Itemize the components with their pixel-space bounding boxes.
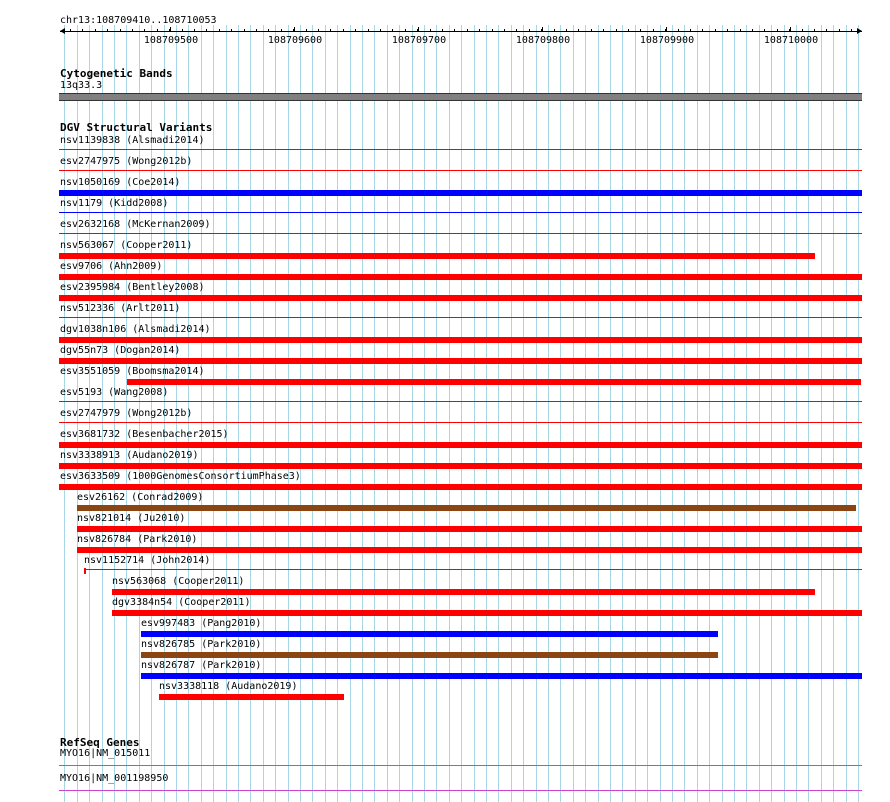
ruler-minor-tick — [789, 29, 790, 32]
ruler-minor-tick — [851, 29, 852, 32]
grid-line — [498, 25, 499, 802]
ruler-left-arrow — [60, 28, 65, 34]
refseq-track-title: RefSeq Genes — [60, 736, 140, 749]
refseq-gene-line[interactable] — [59, 765, 862, 766]
dgv-variant-label[interactable]: esv3551059 (Boomsma2014) — [60, 366, 205, 377]
dgv-variant-label[interactable]: esv9706 (Ahn2009) — [60, 261, 163, 272]
ruler-minor-tick — [541, 29, 542, 32]
ruler-minor-tick — [554, 29, 555, 32]
ruler-minor-tick — [293, 29, 294, 32]
dgv-variant-bar[interactable] — [127, 379, 861, 385]
grid-line — [846, 25, 847, 802]
dgv-variant-label[interactable]: esv2632168 (McKernan2009) — [60, 219, 211, 230]
ruler-tick — [666, 27, 667, 32]
ruler-minor-tick — [516, 29, 517, 32]
ruler-minor-tick — [405, 29, 406, 32]
ruler-minor-tick — [628, 29, 629, 32]
ruler-minor-tick — [702, 29, 703, 32]
dgv-variant-bar[interactable] — [141, 652, 718, 658]
grid-line — [300, 25, 301, 802]
ruler-minor-tick — [417, 29, 418, 32]
ruler-minor-tick — [169, 29, 170, 32]
ruler-minor-tick — [802, 29, 803, 32]
grid-line — [821, 25, 822, 802]
ruler-minor-tick — [479, 29, 480, 32]
dgv-variant-label[interactable]: nsv1050169 (Coe2014) — [60, 177, 181, 188]
dgv-variant-bar[interactable] — [112, 589, 815, 595]
ruler-location: chr13:108709410..108710053 — [60, 15, 217, 26]
dgv-variant-line[interactable] — [59, 401, 862, 402]
ruler-minor-tick — [157, 29, 158, 32]
grid-line — [672, 25, 673, 802]
ruler-minor-tick — [206, 29, 207, 32]
ruler-minor-tick — [640, 29, 641, 32]
ruler-minor-tick — [219, 29, 220, 32]
grid-line — [511, 25, 512, 802]
ruler-minor-tick — [107, 29, 108, 32]
grid-line — [622, 25, 623, 802]
dgv-variant-label[interactable]: nsv826785 (Park2010) — [141, 639, 262, 650]
ruler-minor-tick — [665, 29, 666, 32]
dgv-variant-label[interactable]: nsv563067 (Cooper2011) — [60, 240, 193, 251]
dgv-variant-label[interactable]: dgv1038n106 (Alsmadi2014) — [60, 324, 211, 335]
grid-line — [436, 25, 437, 802]
ruler-minor-tick — [95, 29, 96, 32]
grid-line — [808, 25, 809, 802]
ruler-minor-tick — [566, 29, 567, 32]
grid-line — [709, 25, 710, 802]
dgv-variant-label[interactable]: nsv563068 (Cooper2011) — [112, 576, 245, 587]
dgv-variant-bar[interactable] — [59, 274, 862, 280]
ruler-minor-tick — [256, 29, 257, 32]
dgv-variant-bar[interactable] — [159, 694, 344, 700]
dgv-variant-label[interactable]: esv2395984 (Bentley2008) — [60, 282, 205, 293]
ruler-tick-label: 108710000 — [763, 35, 819, 46]
cytoband-bar[interactable] — [59, 93, 862, 101]
dgv-variant-bar[interactable] — [141, 631, 718, 637]
ruler-minor-tick — [318, 29, 319, 32]
dgv-variant-label[interactable]: esv997483 (Pang2010) — [141, 618, 262, 629]
ruler-minor-tick — [144, 29, 145, 32]
dgv-variant-label[interactable]: dgv55n73 (Dogan2014) — [60, 345, 181, 356]
dgv-variant-label[interactable]: nsv1139838 (Alsmadi2014) — [60, 135, 205, 146]
refseq-gene-line[interactable] — [59, 790, 862, 791]
grid-line — [684, 25, 685, 802]
grid-line — [412, 25, 413, 802]
ruler-tick — [170, 27, 171, 32]
grid-line — [424, 25, 425, 802]
ruler-minor-tick — [764, 29, 765, 32]
ruler-minor-tick — [814, 29, 815, 32]
ruler-minor-tick — [355, 29, 356, 32]
ruler-minor-tick — [132, 29, 133, 32]
grid-line — [697, 25, 698, 802]
ruler-minor-tick — [578, 29, 579, 32]
grid-line — [598, 25, 599, 802]
ruler-minor-tick — [231, 29, 232, 32]
grid-line — [350, 25, 351, 802]
dgv-variant-line[interactable] — [59, 212, 862, 213]
ruler-tick — [418, 27, 419, 32]
ruler-minor-tick — [182, 29, 183, 32]
dgv-variant-label[interactable]: nsv826784 (Park2010) — [77, 534, 198, 545]
dgv-variant-line[interactable] — [59, 233, 862, 234]
dgv-variant-line[interactable] — [59, 317, 862, 318]
dgv-variant-label[interactable]: esv3681732 (Besenbacher2015) — [60, 429, 229, 440]
ruler-minor-tick — [430, 29, 431, 32]
ruler-minor-tick — [529, 29, 530, 32]
grid-line — [399, 25, 400, 802]
dgv-variant-label[interactable]: esv3633509 (1000GenomesConsortiumPhase3) — [60, 471, 301, 482]
grid-line — [325, 25, 326, 802]
ruler-minor-tick — [330, 29, 331, 32]
ruler-minor-tick — [281, 29, 282, 32]
ruler-minor-tick — [727, 29, 728, 32]
grid-line — [784, 25, 785, 802]
ruler-tick-label: 108709500 — [143, 35, 199, 46]
dgv-variant-line[interactable] — [84, 569, 862, 570]
ruler-minor-tick — [504, 29, 505, 32]
ruler-minor-tick — [343, 29, 344, 32]
dgv-variant-label[interactable]: esv2747979 (Wong2012b) — [60, 408, 193, 419]
ruler-tick — [294, 27, 295, 32]
dgv-variant-line[interactable] — [59, 170, 862, 171]
ruler-minor-tick — [839, 29, 840, 32]
dgv-variant-bar[interactable] — [59, 442, 862, 448]
grid-line — [362, 25, 363, 802]
ruler-minor-tick — [120, 29, 121, 32]
dgv-variant-label[interactable]: esv2747975 (Wong2012b) — [60, 156, 193, 167]
ruler-tick-label: 108709600 — [267, 35, 323, 46]
ruler-minor-tick — [591, 29, 592, 32]
dgv-variant-bar[interactable] — [77, 526, 862, 532]
ruler-minor-tick — [454, 29, 455, 32]
grid-line — [759, 25, 760, 802]
grid-line — [722, 25, 723, 802]
dgv-variant-label[interactable]: nsv821014 (Ju2010) — [77, 513, 186, 524]
refseq-gene-label[interactable]: MYO16|NM_015011 — [60, 748, 151, 759]
grid-line — [474, 25, 475, 802]
grid-line — [746, 25, 747, 802]
dgv-variant-bar[interactable] — [77, 505, 856, 511]
ruler-minor-tick — [194, 29, 195, 32]
ruler-minor-tick — [70, 29, 71, 32]
ruler-minor-tick — [442, 29, 443, 32]
dgv-variant-label[interactable]: dgv3384n54 (Cooper2011) — [112, 597, 251, 608]
ruler-axis — [60, 31, 862, 32]
dgv-variant-label[interactable]: nsv1179 (Kidd2008) — [60, 198, 169, 209]
grid-line — [536, 25, 537, 802]
ruler-minor-tick — [306, 29, 307, 32]
grid-line — [486, 25, 487, 802]
grid-line — [858, 25, 859, 802]
grid-line — [387, 25, 388, 802]
cytoband-track-title: Cytogenetic Bands — [60, 67, 173, 80]
ruler-tick-label: 108709800 — [515, 35, 571, 46]
dgv-variant-label[interactable]: nsv826787 (Park2010) — [141, 660, 262, 671]
dgv-variant-bar[interactable] — [59, 295, 862, 301]
dgv-variant-label[interactable]: esv5193 (Wang2008) — [60, 387, 169, 398]
ruler-minor-tick — [82, 29, 83, 32]
grid-line — [660, 25, 661, 802]
dgv-variant-bar[interactable] — [59, 484, 862, 490]
grid-line — [833, 25, 834, 802]
grid-line — [461, 25, 462, 802]
grid-line — [548, 25, 549, 802]
ruler-minor-tick — [268, 29, 269, 32]
grid-line — [337, 25, 338, 802]
ruler-minor-tick — [678, 29, 679, 32]
dgv-variant-bar[interactable] — [59, 358, 862, 364]
ruler-minor-tick — [244, 29, 245, 32]
ruler-minor-tick — [616, 29, 617, 32]
dgv-variant-label[interactable]: nsv3338913 (Audano2019) — [60, 450, 199, 461]
ruler-tick — [790, 27, 791, 32]
ruler-minor-tick — [380, 29, 381, 32]
grid-line — [585, 25, 586, 802]
dgv-variant-bar[interactable] — [141, 673, 862, 679]
dgv-variant-line[interactable] — [59, 422, 862, 423]
ruler-minor-tick — [392, 29, 393, 32]
dgv-variant-line[interactable] — [59, 191, 862, 192]
dgv-track-title: DGV Structural Variants — [60, 121, 213, 134]
dgv-variant-line[interactable] — [59, 149, 862, 150]
grid-line — [771, 25, 772, 802]
dgv-variant-label[interactable]: esv26162 (Conrad2009) — [77, 492, 204, 503]
ruler-minor-tick — [603, 29, 604, 32]
ruler-minor-tick — [690, 29, 691, 32]
dgv-variant-bar[interactable] — [77, 547, 862, 553]
grid-line — [573, 25, 574, 802]
ruler-minor-tick — [826, 29, 827, 32]
grid-line — [610, 25, 611, 802]
grid-line — [312, 25, 313, 802]
dgv-variant-label[interactable]: nsv3338118 (Audano2019) — [159, 681, 298, 692]
ruler-minor-tick — [752, 29, 753, 32]
grid-line — [647, 25, 648, 802]
grid-line — [796, 25, 797, 802]
grid-line — [734, 25, 735, 802]
dgv-variant-bar[interactable] — [59, 463, 862, 469]
cytoband-label: 13q33.3 — [60, 80, 103, 91]
ruler-minor-tick — [715, 29, 716, 32]
grid-line — [523, 25, 524, 802]
ruler-minor-tick — [653, 29, 654, 32]
ruler-tick — [542, 27, 543, 32]
grid-line — [560, 25, 561, 802]
ruler-right-arrow — [857, 28, 862, 34]
ruler-tick-label: 108709900 — [639, 35, 695, 46]
dgv-variant-bar[interactable] — [112, 610, 862, 616]
ruler-minor-tick — [740, 29, 741, 32]
ruler-minor-tick — [492, 29, 493, 32]
ruler-minor-tick — [777, 29, 778, 32]
dgv-variant-label[interactable]: nsv512336 (Arlt2011) — [60, 303, 181, 314]
ruler-tick-label: 108709700 — [391, 35, 447, 46]
grid-line — [374, 25, 375, 802]
dgv-variant-bar[interactable] — [59, 253, 815, 259]
ruler-minor-tick — [467, 29, 468, 32]
refseq-gene-label[interactable]: MYO16|NM_001198950 — [60, 773, 169, 784]
dgv-variant-label[interactable]: nsv1152714 (John2014) — [84, 555, 211, 566]
dgv-variant-bar[interactable] — [59, 337, 862, 343]
ruler-minor-tick — [368, 29, 369, 32]
grid-line — [635, 25, 636, 802]
grid-line — [449, 25, 450, 802]
